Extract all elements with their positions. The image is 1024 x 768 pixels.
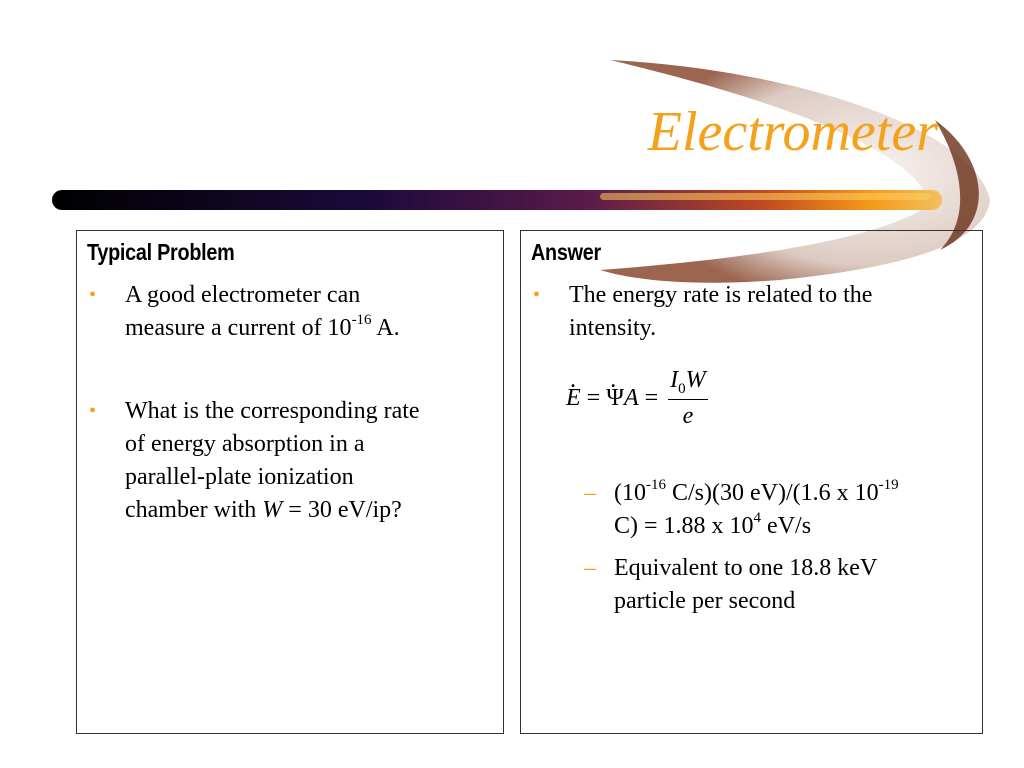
- bullet-marker: •: [89, 400, 97, 422]
- panel-heading-answer: Answer: [531, 239, 601, 265]
- dash-marker: –: [584, 555, 596, 581]
- title-bar-highlight: [600, 193, 930, 200]
- panel-heading-typical-problem: Typical Problem: [87, 239, 235, 265]
- bullet-marker: •: [89, 284, 97, 306]
- energy-rate-formula: E . = Ψ . A = $\frac{I_0W}{e}$: [566, 366, 708, 430]
- formula-psi: Ψ .: [606, 385, 624, 412]
- answer-sub-bullet-1: – ($10^{-16}$ C/s)(30 eV)/(1.6 x $10^{-19}$ C) = 1.88 x $10^4$ eV/s: [584, 477, 899, 539]
- problem-bullet-1: • A good electrometer can measure a current of $10^{-16}$ A.: [125, 279, 400, 345]
- answer-bullet: • The energy rate is related to the intensity.: [569, 279, 872, 345]
- problem-bullet-2: • What is the corresponding rate of energy absorption in a parallel-plate ionization chamber with W = 30 eV/ip?: [125, 395, 420, 527]
- formula-lhs: E .: [566, 385, 581, 412]
- answer-sub-bullet-2: – Equivalent to one 18.8 keV particle per second: [614, 552, 877, 618]
- dash-marker: –: [584, 480, 596, 506]
- bullet-marker: •: [533, 284, 541, 306]
- formula-fraction: $\frac{I_0W}{e}$: [670, 367, 706, 429]
- slide-title: Electrometer: [647, 101, 938, 163]
